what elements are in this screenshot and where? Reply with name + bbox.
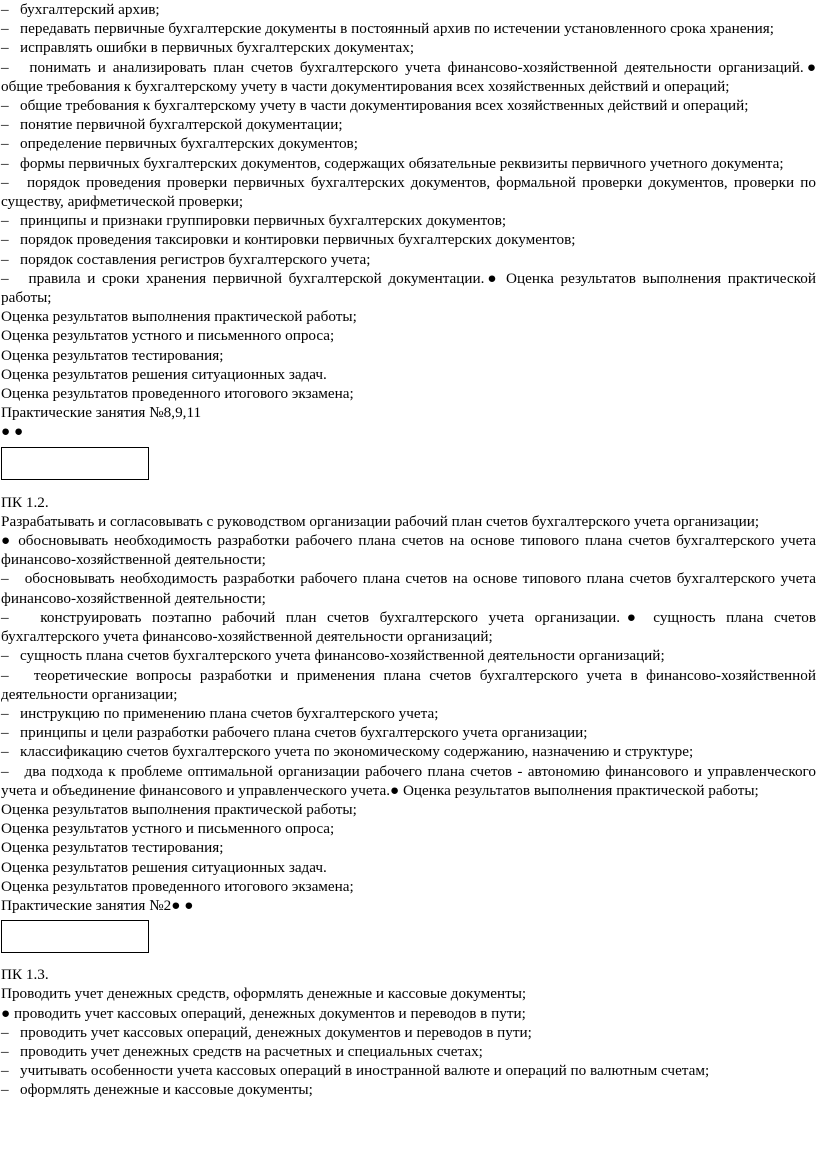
assessment-item: Оценка результатов выполнения практической работы; [1,308,357,326]
assessment-item: Оценка результатов проведенного итогового экзамена; [1,385,354,403]
empty-table-cell [1,920,149,953]
list-item: – обосновывать необходимость разработки рабочего плана счетов на основе типового плана счетов бухгалтерского учета финансово-хозяйственной деятельности; [1,570,816,607]
bullet-marks: ● ● [1,423,24,441]
list-item: – два подхода к проблеме оптимальной организации рабочего плана счетов - автономию финансового и управленческого учета и объединение финансового и управленческого учета.● Оценка результатов выполнения практической работы; [1,762,816,799]
list-item: – общие требования к бухгалтерскому учету в части документирования всех хозяйственных действий и операций; [1,97,749,115]
list-item: – правила и сроки хранения первичной бухгалтерской документации.● Оценка результатов выполнения практической работы; [1,269,816,307]
list-item: – бухгалтерский архив; [1,1,160,18]
list-item: – понимать и анализировать план счетов бухгалтерского учета финансово-хозяйственной деятельности организаций.● общие требования к бухгалтерскому учету в части документирования всех хозяйственных действий и операций; [1,58,816,95]
pk12-assessments [1,800,816,896]
list-item: – классификацию счетов бухгалтерского учета по экономическому содержанию, назначению и структуре; [1,743,694,761]
spacer [1,480,816,493]
list-item: ● обосновывать необходимость разработки рабочего плана счетов на основе типового плана счетов бухгалтерского учета финансово-хозяйственной деятельности; [1,532,816,569]
list-item: – порядок проведения таксировки и контировки первичных бухгалтерских документов; [1,231,576,249]
competency-title: Проводить учет денежных средств, оформлять денежные и кассовые документы; [1,985,527,1003]
assessment-item: Оценка результатов решения ситуационных задач. [1,365,327,383]
competency-code: ПК 1.2. [1,493,49,511]
spacer [1,953,816,965]
list-item: – сущность плана счетов бухгалтерского учета финансово-хозяйственной деятельности организаций; [1,647,665,665]
practice-sessions: Практические занятия №2● ● [1,896,194,914]
list-item: ● проводить учет кассовых операций, денежных документов и переводов в пути; [1,1004,526,1022]
list-item: – проводить учет денежных средств на расчетных и специальных счетах; [1,1042,483,1060]
list-item: – формы первичных бухгалтерских документов, содержащих обязательные реквизиты первичного учетного документа; [1,154,784,172]
pk13-skills-list [1,1004,816,1100]
competency-title: Разрабатывать и согласовывать с руководством организации рабочий план счетов бухгалтерского учета организации; [1,512,760,530]
competency-code: ПК 1.3. [1,966,49,984]
assessment-item: Оценка результатов устного и письменного опроса; [1,820,335,838]
list-item: – исправлять ошибки в первичных бухгалтерских документах; [1,39,415,57]
empty-table-cell [1,447,149,480]
pk12-skills-list [1,531,816,800]
list-item: – порядок проведения проверки первичных бухгалтерских документов, формальной проверки документов, проверки по существу, арифметической проверки; [1,173,816,211]
assessment-item: Оценка результатов проведенного итогового экзамена; [1,877,354,895]
pk11-assessments [1,307,816,403]
list-item: – принципы и признаки группировки первичных бухгалтерских документов; [1,212,507,230]
assessment-item: Оценка результатов решения ситуационных задач. [1,858,327,876]
list-item: – инструкцию по применению плана счетов бухгалтерского учета; [1,704,439,722]
list-item: – передавать первичные бухгалтерские документы в постоянный архив по истечении установленного срока хранения; [1,20,774,38]
practice-sessions: Практические занятия №8,9,11 [1,404,202,422]
assessment-item: Оценка результатов устного и письменного опроса; [1,327,335,345]
list-item: – принципы и цели разработки рабочего плана счетов бухгалтерского учета организации; [1,724,588,742]
list-item: – учитывать особенности учета кассовых операций в иностранной валюте и операций по валютным счетам; [1,1062,710,1080]
list-item: – конструировать поэтапно рабочий план счетов бухгалтерского учета организации.● сущность плана счетов бухгалтерского учета финансово-хозяйственной деятельности организаций; [1,608,816,646]
list-item: – порядок составления регистров бухгалтерского учета; [1,250,371,268]
assessment-item: Оценка результатов тестирования; [1,839,224,857]
list-item: – проводить учет кассовых операций, денежных документов и переводов в пути; [1,1023,532,1041]
list-item: – понятие первичной бухгалтерской документации; [1,116,343,134]
list-item: – определение первичных бухгалтерских документов; [1,135,358,153]
pk11-skills-list [1,0,816,307]
assessment-item: Оценка результатов тестирования; [1,346,224,364]
list-item: – оформлять денежные и кассовые документы; [1,1081,313,1099]
list-item: – теоретические вопросы разработки и применения плана счетов бухгалтерского учета в финансово-хозяйственной деятельности организации; [1,666,816,703]
assessment-item: Оценка результатов выполнения практической работы; [1,800,357,818]
